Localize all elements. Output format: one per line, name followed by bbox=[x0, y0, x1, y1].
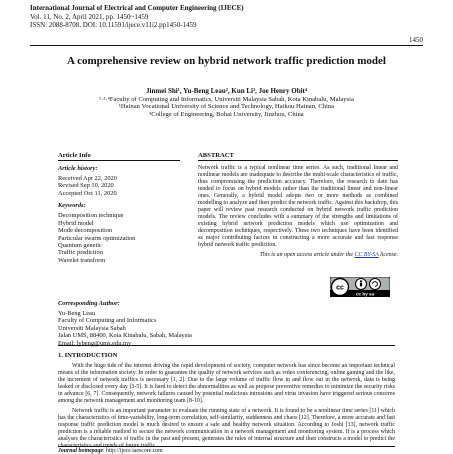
corresponding-name: Yu-Beng Leau bbox=[58, 309, 96, 317]
license-note bbox=[198, 252, 398, 259]
keywords-label: Keywords: bbox=[58, 202, 86, 210]
license-suffix: license. bbox=[378, 252, 398, 258]
license-prefix: This is an open access article under the bbox=[259, 252, 355, 258]
section-divider bbox=[58, 345, 395, 346]
corresponding-faculty: Faculty of Computing and Informatics bbox=[58, 317, 157, 324]
corresponding-address: Jalan UMS, 88400, Kota Kinabalu, Sabah, Malaysia bbox=[58, 332, 192, 339]
keyword-item: Particular swarm optimization bbox=[58, 234, 136, 242]
abstract-section bbox=[198, 152, 398, 259]
keyword-item: Hybrid model bbox=[58, 219, 94, 227]
keyword-item: Wavelet transform bbox=[58, 256, 106, 264]
homepage-url[interactable]: : http://ijece.iaescore.com bbox=[102, 448, 163, 454]
svg-text:cc: cc bbox=[336, 284, 344, 292]
affiliation-2: ¹Hainan Vocational University of Science and Technology, Haikou Hainan, China bbox=[118, 103, 335, 111]
cc-badge-label: cc by sa bbox=[356, 291, 375, 297]
homepage-label: Journal homepage bbox=[58, 448, 103, 454]
cc-by-sa-badge-icon[interactable] bbox=[330, 277, 390, 297]
journal-header bbox=[30, 4, 430, 30]
journal-issn: ISSN: 2088-8708, DOI: 10.11591/ijece.v11i2.pp1450-1459 bbox=[30, 21, 197, 30]
introduction-heading: 1. INTRODUCTION bbox=[58, 352, 118, 359]
keyword-item: Mode decomposition bbox=[58, 227, 113, 235]
keyword-item: Quantum genetic bbox=[58, 242, 102, 250]
intro-paragraph-2: Network traffic is an important parameter to evaluate the running state of a network. It is found to be a nonlinear time series [11] which has the characteristics of time-variability, long-term correlation, self-similarity, suddenness and chaos [12]. Therefore, a more accurate and fast response traffic prediction model is much desired to ensure a safe and healthy network situation. According to Joshi [13], network traffic prediction is a reliable method to secure the network communication in a network management and monitoring system. It is a process which analyses the characteristics of traffic in the past and present, generates the rules of internal structure and then constructs a model to predict the characteristics and trends of future traffic. bbox=[58, 408, 395, 449]
affiliation-1: ¹·²·⁴Faculty of Computing and Informatics, Universiti Malaysia Sabah, Kota Kinabalu, Malaysia bbox=[99, 95, 354, 103]
article-info-heading: Article Info bbox=[58, 152, 180, 161]
intro-paragraph-1: With the huge tide of the internet driving the rapid development of society, computer network has since become an important technical means of the information society. In order to guarantee the quality of network services such as video conferencing, online gaming and the like, the increment of network traffics is necessary [1, 2]. Due to the large volume of traffic flow in and flow out in the network, data is being leaked or disclosed every day [3-5]. It is hard to detect the abnormalities as well as propose preventive remedies to minimize the security risks in advance [6, 7]. Consequently, network failures caused by potential malicious intrusions and virus invasion have triggered serious concerns among the network management and monitoring team [8-10]. bbox=[58, 363, 395, 404]
affiliation-3: ³College of Engineering, Bohai University, Jinzhou, China bbox=[149, 110, 304, 118]
history-label: Article history: bbox=[58, 165, 98, 173]
article-info bbox=[58, 152, 180, 264]
history-revised: Revised Sep 10, 2020 bbox=[58, 182, 114, 190]
corresponding-university: Universiti Malaysia Sabah bbox=[58, 324, 126, 332]
history-received: Received Apr 22, 2020 bbox=[58, 174, 117, 182]
abstract-heading: ABSTRACT bbox=[198, 152, 398, 161]
keyword-item: Decomposition technique bbox=[58, 212, 124, 220]
journal-volume: Vol. 11, No. 2, April 2021, pp. 1450~1459 bbox=[30, 12, 149, 21]
history-accepted: Accepted Oct 11, 2020 bbox=[58, 189, 117, 197]
authors-block bbox=[30, 88, 423, 118]
paper-title: A comprehensive review on hybrid network traffic prediction model bbox=[67, 55, 386, 67]
journal-name: International Journal of Electrical and Computer Engineering (IJECE) bbox=[30, 4, 244, 12]
corresponding-label: Corresponding Author: bbox=[58, 300, 120, 307]
header-rule bbox=[30, 45, 423, 46]
corresponding-email[interactable]: Email: lybeng@ums.edu.my bbox=[58, 339, 132, 347]
author-names: Jinmei Shi¹, Yu-Beng Leau², Kun Li³, Joe Henry Obit⁴ bbox=[146, 87, 307, 95]
license-link[interactable]: CC BY-SA bbox=[354, 252, 379, 258]
abstract-text: Network traffic is a typical nonlinear time series. As such, traditional linear and nonlinear models are inadequate to describe the multi-scale characteristics of traffic, thus compromising the prediction accuracy. Therefore, the research to date has tended to focus on hybrid models rather than the traditional linear and non-linear ones. Generally, a hybrid model adopts two or more methods as combined modelling to analyze and then predict the network traffic. Against this backdrop, this paper will review past research conducted on hybrid network traffic prediction models. The review concludes with a summary of the strengths and limitations of existing hybrid network prediction models which use optimization and decomposition techniques, respectively. These two techniques have been identified as major contributing factors in constructing a more accurate and fast response hybrid network traffic prediction. bbox=[198, 165, 398, 248]
keyword-item: Traffic prediction bbox=[58, 249, 103, 257]
corresponding-author bbox=[58, 300, 278, 347]
page-number: 1450 bbox=[409, 36, 423, 44]
